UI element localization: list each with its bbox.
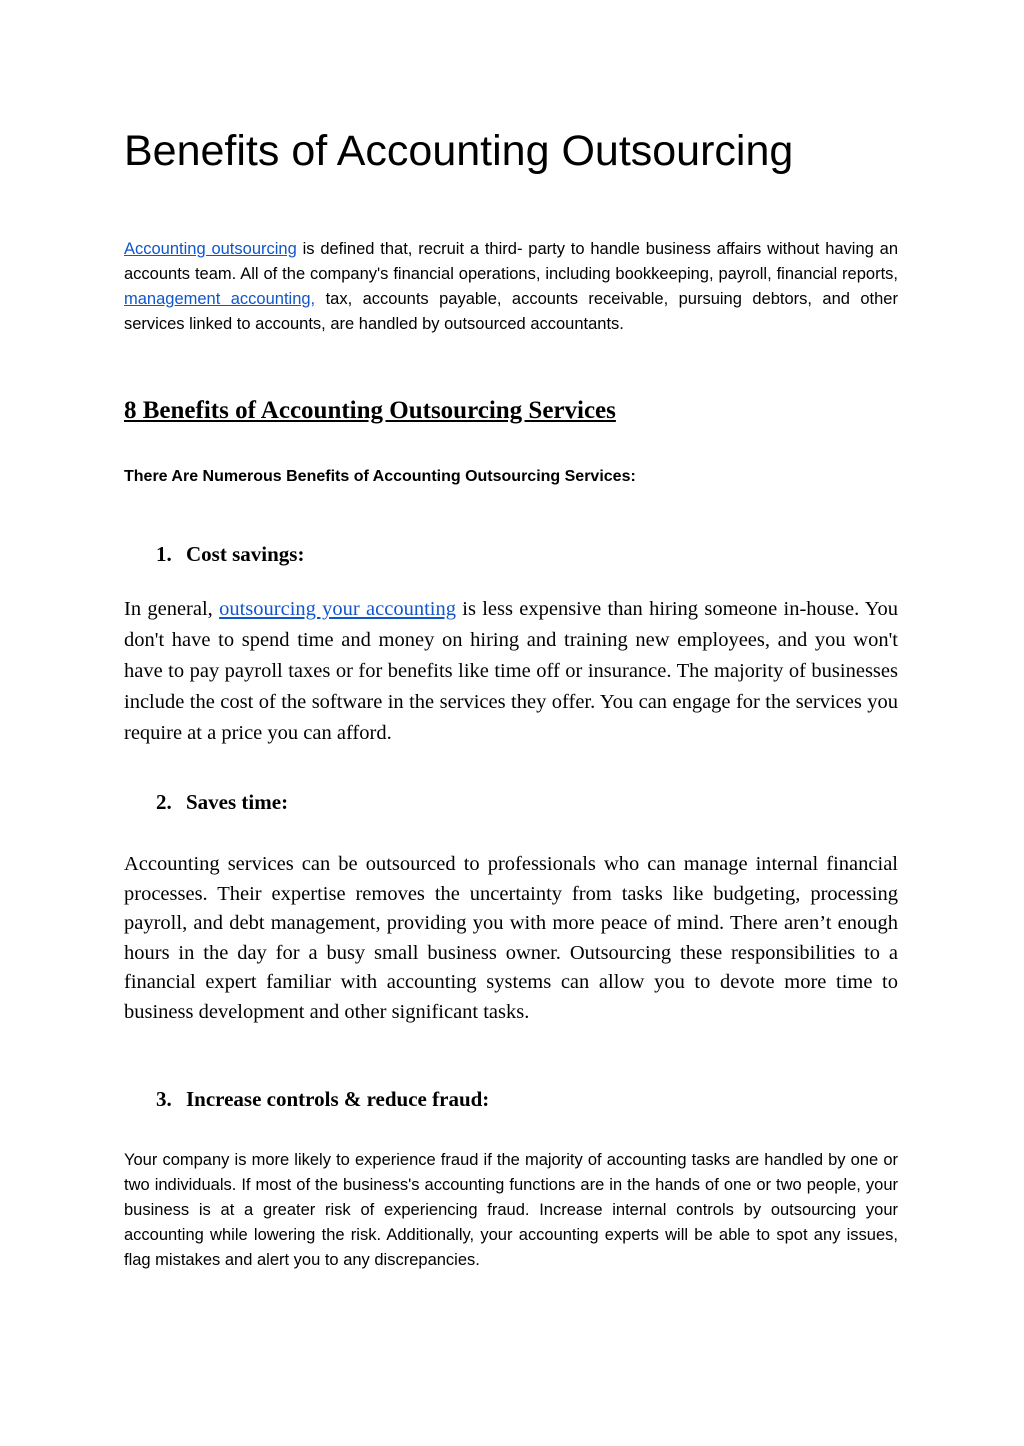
cost-savings-text-part-1: In general, xyxy=(124,598,220,620)
item-heading-text: Saves time: xyxy=(186,790,289,814)
item-number: 1. xyxy=(156,542,172,566)
accounting-outsourcing-link[interactable]: Accounting outsourcing xyxy=(124,240,297,258)
item-heading-increase-controls xyxy=(156,1084,489,1114)
cost-savings-paragraph xyxy=(124,594,898,749)
intro-paragraph xyxy=(124,237,898,337)
item-number: 3. xyxy=(156,1087,172,1111)
lead-text: There Are Numerous Benefits of Accounting Outsourcing Services: xyxy=(124,468,636,485)
item-heading-cost-savings xyxy=(156,539,304,569)
increase-controls-paragraph: Your company is more likely to experience fraud if the majority of accounting tasks are handled by one or two individuals. If most of the business's accounting functions are in the hands of one or two people, your business is at a greater risk of experiencing fraud. Increase internal controls by outsourcing your accounting while lowering the risk. Additionally, your accounting experts will be able to spot any issues, flag mistakes and alert you to any discrepancies. xyxy=(124,1151,898,1269)
item-heading-saves-time xyxy=(156,787,288,817)
cost-savings-text-part-2: is less expensive than hiring someone in-house. You don't have to spend time and money on hiring and training new employees, and you won't have to pay payroll taxes or for benefits like time off or insurance. The majority of businesses include the cost of the software in the services they offer. You can engage for the services you require at a price you can afford. xyxy=(124,598,898,744)
outsourcing-your-accounting-link[interactable]: outsourcing your accounting xyxy=(219,598,456,620)
page-title: Benefits of Accounting Outsourcing xyxy=(124,127,794,175)
management-accounting-link[interactable]: management accounting, xyxy=(124,290,316,308)
saves-time-paragraph: Accounting services can be outsourced to professionals who can manage internal financial processes. Their expertise removes the uncertainty from tasks like budgeting, processing payroll, and debt management, providing you with more peace of mind. There aren’t enough hours in the day for a busy small business owner. Outsourcing these responsibilities to a financial expert familiar with accounting systems can allow you to devote more time to business development and other significant tasks. xyxy=(124,853,898,1023)
item-number: 2. xyxy=(156,790,172,814)
item-heading-text: Cost savings: xyxy=(186,542,305,566)
intro-text-part-2: tax, accounts payable, accounts receivable, pursuing debtors, and other services linked to accounts, are handled by outsourced accountants. xyxy=(124,290,898,333)
section-heading: 8 Benefits of Accounting Outsourcing Services xyxy=(124,397,616,424)
intro-text-part-1: is defined that, recruit a third- party to handle business affairs without having an accounts team. All of the company's financial operations, including bookkeeping, payroll, financial reports, xyxy=(124,240,898,283)
item-heading-text: Increase controls & reduce fraud: xyxy=(186,1087,490,1111)
